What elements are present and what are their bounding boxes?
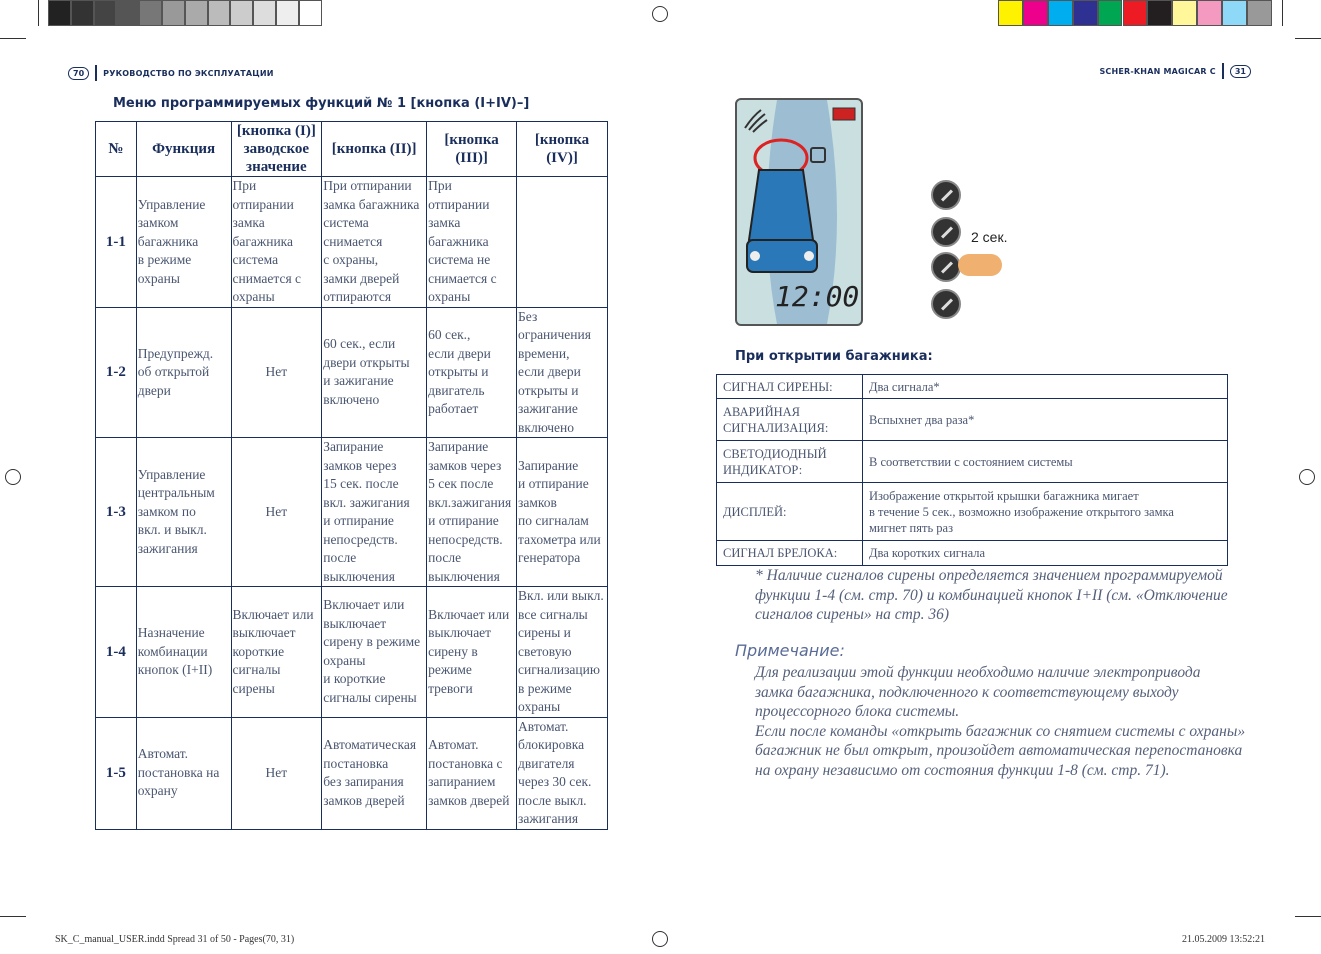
color-swatch	[1073, 0, 1098, 26]
section-title: При открытии багажника:	[735, 349, 933, 364]
right-page-header	[1099, 63, 1251, 79]
crop-mark	[0, 916, 26, 917]
cell-function: Предупрежд. об открытой двери	[136, 307, 231, 438]
remote-button-iii	[931, 252, 961, 282]
color-swatch	[48, 0, 71, 26]
cell: Включает или выключает сирену в режиме тревоги	[427, 587, 517, 718]
remote-button-i	[931, 180, 961, 210]
color-swatch	[71, 0, 94, 26]
table-header-row	[96, 122, 608, 177]
table-row	[96, 717, 608, 829]
cell-value: Изображение открытой крышки багажника мигает в течение 5 сек., возможно изображение открытого замка мигнет пять раз	[863, 483, 1228, 541]
column-header: Функция	[136, 122, 231, 177]
left-page-header	[68, 65, 274, 81]
cell: Автоматическая постановка без запирания замков дверей	[322, 717, 427, 829]
display-time: 12:00	[775, 280, 860, 313]
table-row	[717, 375, 1228, 399]
page-number: 31	[1230, 65, 1251, 78]
registration-mark-icon	[652, 6, 668, 22]
registration-mark-icon	[5, 469, 21, 485]
color-swatch	[1098, 0, 1123, 26]
remote-button-iv	[931, 289, 961, 319]
cell-label: АВАРИЙНАЯ СИГНАЛИЗАЦИЯ:	[717, 399, 863, 441]
footer-timestamp: 21.05.2009 13:52:21	[1181, 934, 1265, 945]
color-swatch	[208, 0, 231, 26]
column-header: [кнопка (IV)]	[517, 122, 608, 177]
cell: Запирание замков через 5 сек после вкл.зажигания и отпирание непосредств. после выключения	[427, 438, 517, 587]
cell: 60 сек., если двери открыты и зажигание включено	[322, 307, 427, 438]
table-row	[717, 483, 1228, 541]
cell-value: В соответствии с состоянием системы	[863, 441, 1228, 483]
cell-number: 1-2	[96, 307, 137, 438]
color-swatch	[276, 0, 299, 26]
table-row	[96, 587, 608, 718]
column-header: [кнопка (III)]	[427, 122, 517, 177]
cell-number: 1-1	[96, 177, 137, 308]
crop-mark	[1282, 0, 1283, 26]
cell-function: Автомат. постановка на охрану	[136, 717, 231, 829]
page-number: 70	[68, 67, 89, 80]
cell: Автомат. постановка с запиранием замков дверей	[427, 717, 517, 829]
crop-mark	[0, 38, 26, 39]
remote-button-ii	[931, 217, 961, 247]
cell-value: Два коротких сигнала	[863, 541, 1228, 566]
crop-mark	[1295, 916, 1321, 917]
crop-mark	[1295, 38, 1321, 39]
running-header: SCHER-KHAN MAGICAR C	[1099, 66, 1216, 76]
cell: Запирание замков через 15 сек. после вкл. зажигания и отпирание непосредств. после выключения	[322, 438, 427, 587]
cell: Нет	[231, 438, 322, 587]
note-title: Примечание:	[735, 641, 845, 660]
cell-label: СИГНАЛ БРЕЛОКА:	[717, 541, 863, 566]
cell: Автомат. блокировка двигателя через 30 сек. после выкл. зажигания	[517, 717, 608, 829]
cell: Включает или выключает короткие сигналы сирены	[231, 587, 322, 718]
cell-label: ДИСПЛЕЙ:	[717, 483, 863, 541]
remote-display-illustration	[735, 98, 863, 326]
cell: Нет	[231, 717, 322, 829]
color-swatch	[1048, 0, 1073, 26]
cell: Нет	[231, 307, 322, 438]
cell-number: 1-4	[96, 587, 137, 718]
color-swatch	[94, 0, 117, 26]
press-duration-label: 2 сек.	[971, 229, 1008, 245]
cell: Включает или выключает сирену в режиме охраны и короткие сигналы сирены	[322, 587, 427, 718]
cell-function: Назначение комбинации кнопок (I+II)	[136, 587, 231, 718]
cell-number: 1-3	[96, 438, 137, 587]
cell-number: 1-5	[96, 717, 137, 829]
color-swatch	[139, 0, 162, 26]
table-row	[717, 399, 1228, 441]
cell	[517, 177, 608, 308]
color-swatch	[1197, 0, 1222, 26]
color-swatch	[998, 0, 1023, 26]
color-swatch	[1023, 0, 1048, 26]
color-swatch	[162, 0, 185, 26]
table-title: Меню программируемых функций № 1 [кнопка (I+IV)–]	[113, 96, 530, 111]
table-row	[717, 541, 1228, 566]
color-swatch	[1222, 0, 1247, 26]
registration-mark-icon	[1299, 469, 1315, 485]
column-header: [кнопка (II)]	[322, 122, 427, 177]
color-swatch	[1172, 0, 1197, 26]
footer-file-info: SK_C_manual_USER.indd Spread 31 of 50 - Pages(70, 31)	[55, 934, 295, 945]
cell-value: Два сигнала*	[863, 375, 1228, 399]
color-swatch	[1123, 0, 1148, 26]
cell: Без ограничения времени, если двери открыты и зажигание включено	[517, 307, 608, 438]
table-row	[96, 438, 608, 587]
cell: Запирание и отпирание замков по сигналам тахометра или генератора	[517, 438, 608, 587]
column-header: №	[96, 122, 137, 177]
cell-label: СИГНАЛ СИРЕНЫ:	[717, 375, 863, 399]
trunk-open-signals-table	[716, 374, 1228, 566]
color-swatch	[253, 0, 276, 26]
functions-table	[95, 121, 608, 830]
cell: При отпирании замка багажника система не снимается с охраны	[427, 177, 517, 308]
cell: При отпирании замка багажника система снимается с охраны, замки дверей отпираются	[322, 177, 427, 308]
divider	[95, 65, 97, 81]
footnote: * Наличие сигналов сирены определяется значением программируемой функции 1-4 (см. стр. 70) и комбинацией кнопок I+II (см. «Отключение сигналов сирены» на стр. 36)	[755, 567, 1228, 623]
finger-press-icon	[958, 254, 1002, 276]
cell-function: Управление замком багажника в режиме охраны	[136, 177, 231, 308]
cell: Вкл. или выкл. все сигналы сирены и световую сигнализацию в режиме охраны	[517, 587, 608, 718]
table-row	[96, 177, 608, 308]
crop-mark	[38, 0, 39, 26]
color-swatch	[1147, 0, 1172, 26]
color-swatch	[1247, 0, 1272, 26]
table-row	[96, 307, 608, 438]
color-swatch	[116, 0, 139, 26]
cell-function: Управление центральным замком по вкл. и выкл. зажигания	[136, 438, 231, 587]
color-swatch	[230, 0, 253, 26]
table-row	[717, 441, 1228, 483]
color-swatch	[185, 0, 208, 26]
registration-mark-icon	[652, 931, 668, 947]
cell-value: Вспыхнет два раза*	[863, 399, 1228, 441]
running-header: РУКОВОДСТВО ПО ЭКСПЛУАТАЦИИ	[103, 68, 274, 78]
divider	[1222, 63, 1224, 79]
cell: При отпирании замка багажника система снимается с охраны	[231, 177, 322, 308]
column-header: [кнопка (I)] заводское значение	[231, 122, 322, 177]
cell-label: СВЕТОДИОДНЫЙ ИНДИКАТОР:	[717, 441, 863, 483]
note-text: Для реализации этой функции необходимо наличие электропривода замка багажника, подключенного к соответствующему выходу процессорного блока системы. Если после команды «открыть багажник со снятием системы с охраны» багажник не был открыт, произойдет автоматическая перепостановка на охрану независимо от состояния функции 1-8 (см. стр. 71).	[755, 664, 1246, 779]
color-swatch	[299, 0, 322, 26]
cell: 60 сек., если двери открыты и двигатель работает	[427, 307, 517, 438]
